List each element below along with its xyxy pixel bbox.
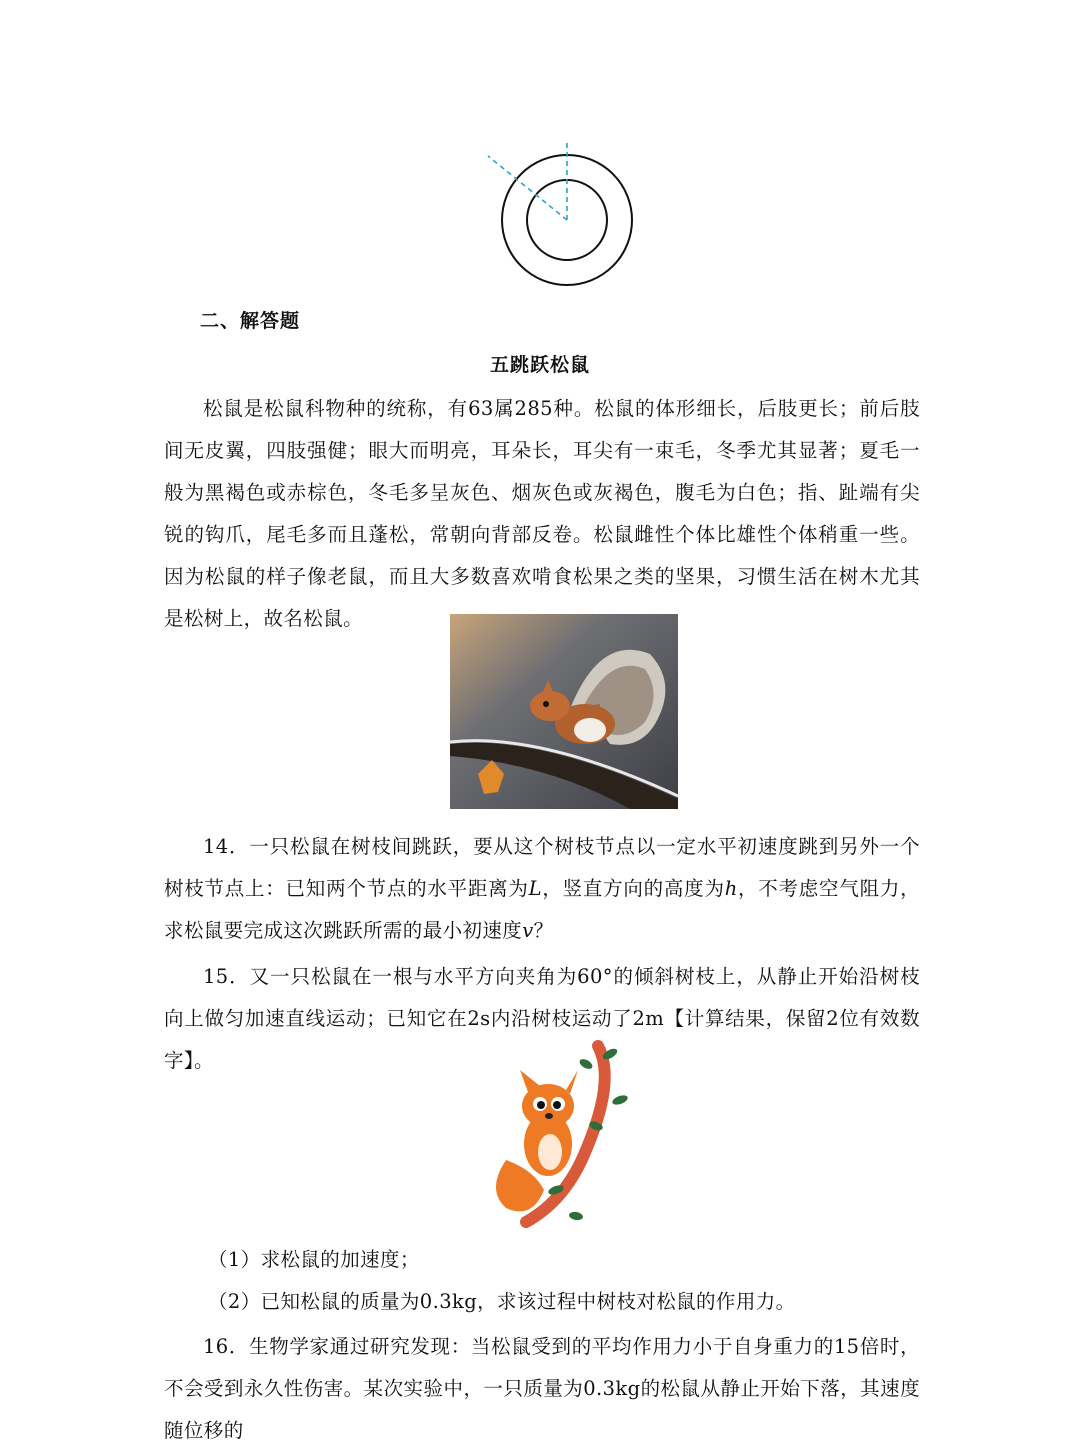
question-15-part-2: （2）已知松鼠的质量为0.3kg，求该过程中树枝对松鼠的作用力。 <box>208 1290 796 1313</box>
question-15-part-1: （1）求松鼠的加速度； <box>208 1248 420 1271</box>
concentric-rings-figure <box>480 138 660 288</box>
question-14: 14．一只松鼠在树枝间跳跃，要从这个树枝节点以一定水平初速度跳到另外一个树枝节点上：已知两个节点的水平距离为L，竖直方向的高度为h，不考虑空气阻力，求松鼠要完成这次跳跃所需的最小初速度v？ <box>164 835 920 942</box>
question-15: 15．又一只松鼠在一根与水平方向夹角为60°的倾斜树枝上，从静止开始沿树枝向上做匀加速直线运动；已知它在2s内沿树枝运动了2m【计算结果，保留2位有效数字】。 <box>164 965 920 1072</box>
var-v: v <box>522 919 534 942</box>
var-h: h <box>724 877 738 900</box>
intro-paragraph: 松鼠是松鼠科物种的统称，有63属285种。松鼠的体形细长，后肢更长；前后肢间无皮翼，四肢强健；眼大而明亮，耳朵长，耳尖有一束毛，冬季尤其显著；夏毛一般为黑褐色或赤棕色，冬毛多呈灰色、烟灰色或灰褐色，腹毛为白色；指、趾端有尖锐的钩爪，尾毛多而且蓬松，常朝向背部反卷。松鼠雌性个体比雄性个体稍重一些。因为松鼠的样子像老鼠，而且大多数喜欢啃食松果之类的坚果，习惯生活在树木尤其是松树上，故名松鼠。 <box>164 397 920 630</box>
cartoon-squirrel-illustration <box>486 1040 636 1232</box>
var-L: L <box>528 877 543 900</box>
squirrel-photo <box>450 614 678 809</box>
question-16: 16．生物学家通过研究发现：当松鼠受到的平均作用力小于自身重力的15倍时，不会受到永久性伤害。某次实验中，一只质量为0.3kg的松鼠从静止开始下落，其速度随位移的 <box>164 1335 920 1442</box>
passage-title: 五跳跃松鼠 <box>489 354 590 376</box>
section-heading: 二、解答题 <box>200 310 301 332</box>
